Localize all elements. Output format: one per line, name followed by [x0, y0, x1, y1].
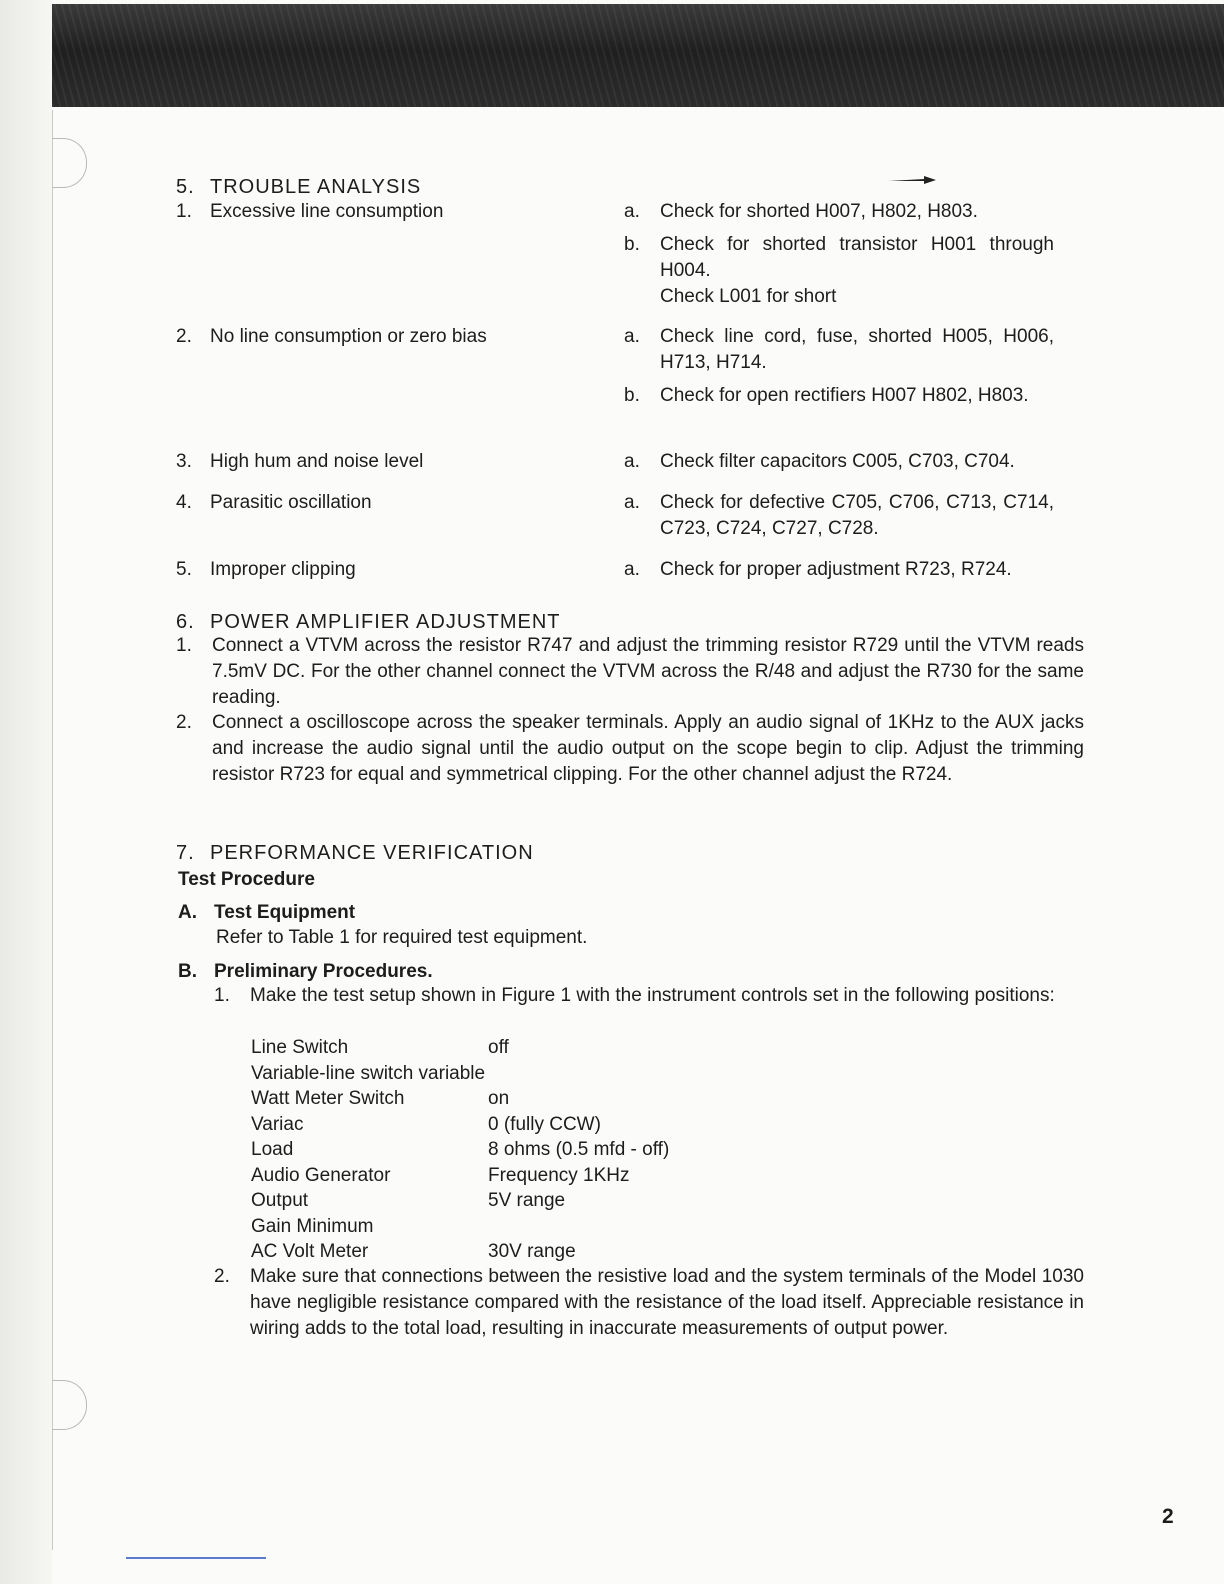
setting-value: off — [488, 1037, 509, 1058]
section-number: 7. — [176, 842, 195, 864]
section-5-heading — [176, 174, 421, 200]
check-letter: a. — [624, 326, 640, 347]
setting-value: 0 (fully CCW) — [488, 1113, 601, 1135]
setting-name: Variac — [251, 1113, 304, 1135]
row-number: 3. — [176, 451, 192, 472]
section-number: 6. — [176, 611, 195, 633]
problem-text: Improper clipping — [210, 559, 356, 580]
setting-row — [251, 1239, 771, 1265]
check-letter: a. — [624, 451, 640, 472]
section-7-heading — [176, 840, 534, 866]
setting-row — [251, 1214, 771, 1240]
setting-row — [251, 1163, 771, 1189]
problem-text: High hum and noise level — [210, 451, 424, 472]
setting-row — [251, 1137, 771, 1163]
step-text: Connect a VTVM across the resistor R747 and adjust the trimming resistor R729 until the VTVM reads 7.5mV DC. For the other channel connect the VTVM across the R/48 and adjust the R730 for the same reading. — [212, 635, 1084, 708]
check-text: Check for shorted transistor H001 through H004. — [660, 234, 1054, 281]
preliminary-step-2 — [214, 1264, 1084, 1342]
section-title: PERFORMANCE VERIFICATION — [210, 842, 534, 864]
check-item — [624, 490, 1054, 542]
row-number: 1. — [176, 201, 192, 222]
part-a-title: Test Equipment — [214, 902, 356, 923]
check-letter: b. — [624, 234, 640, 255]
setting-row — [251, 1188, 771, 1214]
check-list — [624, 324, 1054, 409]
page-number: 2 — [1162, 1505, 1174, 1528]
step-text: Make the test setup shown in Figure 1 with the instrument controls set in the following positions: — [250, 985, 1055, 1006]
setting-value: 8 ohms (0.5 mfd - off) — [488, 1139, 670, 1160]
part-a-text: Refer to Table 1 for required test equipment. — [216, 927, 588, 948]
control-settings-list — [251, 1035, 771, 1265]
problem-text: Excessive line consumption — [210, 201, 444, 222]
adjustment-step-1 — [176, 633, 1084, 711]
setting-row — [251, 1061, 771, 1087]
footer-rule — [126, 1557, 266, 1559]
setting-name: AC Volt Meter — [251, 1241, 369, 1262]
part-b-letter: B. — [178, 961, 197, 982]
step-text: Connect a oscilloscope across the speaker terminals. Apply an audio signal of 1KHz to the AUX jacks and increase the audio signal until the audio output on the scope begin to clip. Adjust the trimming resistor R723 for equal and symmetrical clipping. For the other channel adjust the R724. — [212, 712, 1084, 785]
check-text: Check for defective C705, C706, C713, C714, C723, C724, C727, C728. — [660, 492, 1054, 539]
part-b-title: Preliminary Procedures. — [214, 961, 433, 982]
check-list — [624, 449, 1054, 475]
binding-margin — [0, 0, 52, 1584]
setting-name: Line Switch — [251, 1037, 349, 1058]
check-list — [624, 490, 1054, 542]
adjustment-step-2 — [176, 710, 1084, 788]
step-number: 1. — [176, 635, 192, 656]
part-a-letter: A. — [178, 902, 197, 923]
arrow-mark-icon — [888, 176, 936, 184]
check-text: Check for shorted H007, H802, H803. — [660, 201, 978, 222]
check-letter: a. — [624, 559, 640, 580]
step-number: 2. — [214, 1266, 230, 1287]
check-item — [624, 557, 1054, 583]
punch-hole-top — [52, 138, 87, 188]
section-title: POWER AMPLIFIER ADJUSTMENT — [210, 611, 561, 633]
step-number: 1. — [214, 985, 230, 1006]
setting-row — [251, 1035, 771, 1061]
check-text: Check line cord, fuse, shorted H005, H006, H713, H714. — [660, 326, 1054, 373]
test-procedure-heading: Test Procedure — [178, 869, 315, 890]
punch-hole-bottom — [52, 1380, 87, 1430]
preliminary-step-1 — [214, 983, 1082, 1009]
check-letter: a. — [624, 201, 640, 222]
problem-text: No line consumption or zero bias — [210, 326, 487, 347]
check-list — [624, 199, 1054, 310]
check-item — [624, 383, 1054, 409]
setting-name: Load — [251, 1139, 294, 1160]
setting-row — [251, 1112, 771, 1138]
check-text: Check for proper adjustment R723, R724. — [660, 559, 1012, 580]
setting-name: Output — [251, 1190, 309, 1211]
setting-row — [251, 1086, 771, 1112]
row-number: 2. — [176, 326, 192, 347]
setting-value: Frequency 1KHz — [488, 1164, 630, 1186]
step-text: Make sure that connections between the resistive load and the system terminals of the Model 1030 have negligible resistance compared with the resistance of the load itself. Appreciable resistance in wiring adds to the total load, resulting in inaccurate measurements of output power. — [250, 1266, 1084, 1339]
row-number: 5. — [176, 559, 192, 580]
binding-line — [52, 110, 53, 1550]
section-title: TROUBLE ANALYSIS — [210, 176, 422, 198]
header-band — [52, 4, 1224, 107]
check-list — [624, 557, 1054, 583]
setting-name: Watt Meter Switch — [251, 1088, 405, 1109]
row-number: 4. — [176, 492, 192, 513]
section-6-heading — [176, 609, 560, 635]
setting-value: 30V range — [488, 1241, 576, 1262]
step-number: 2. — [176, 712, 192, 733]
problem-text: Parasitic oscillation — [210, 492, 372, 513]
check-item — [624, 199, 1054, 225]
setting-value: on — [488, 1088, 510, 1109]
check-item — [624, 232, 1054, 310]
setting-name: Audio Generator — [251, 1164, 391, 1186]
check-letter: b. — [624, 385, 640, 406]
check-item — [624, 324, 1054, 376]
section-number: 5. — [176, 176, 195, 198]
check-text: Check for open rectifiers H007 H802, H803. — [660, 385, 1029, 406]
check-text: Check filter capacitors C005, C703, C704. — [660, 451, 1015, 472]
check-letter: a. — [624, 492, 640, 513]
setting-name: Gain Minimum — [251, 1215, 374, 1237]
setting-name: Variable-line switch variable — [251, 1062, 486, 1084]
setting-value: 5V range — [488, 1190, 566, 1211]
check-extra-text: Check L001 for short — [660, 286, 837, 307]
check-item — [624, 449, 1054, 475]
